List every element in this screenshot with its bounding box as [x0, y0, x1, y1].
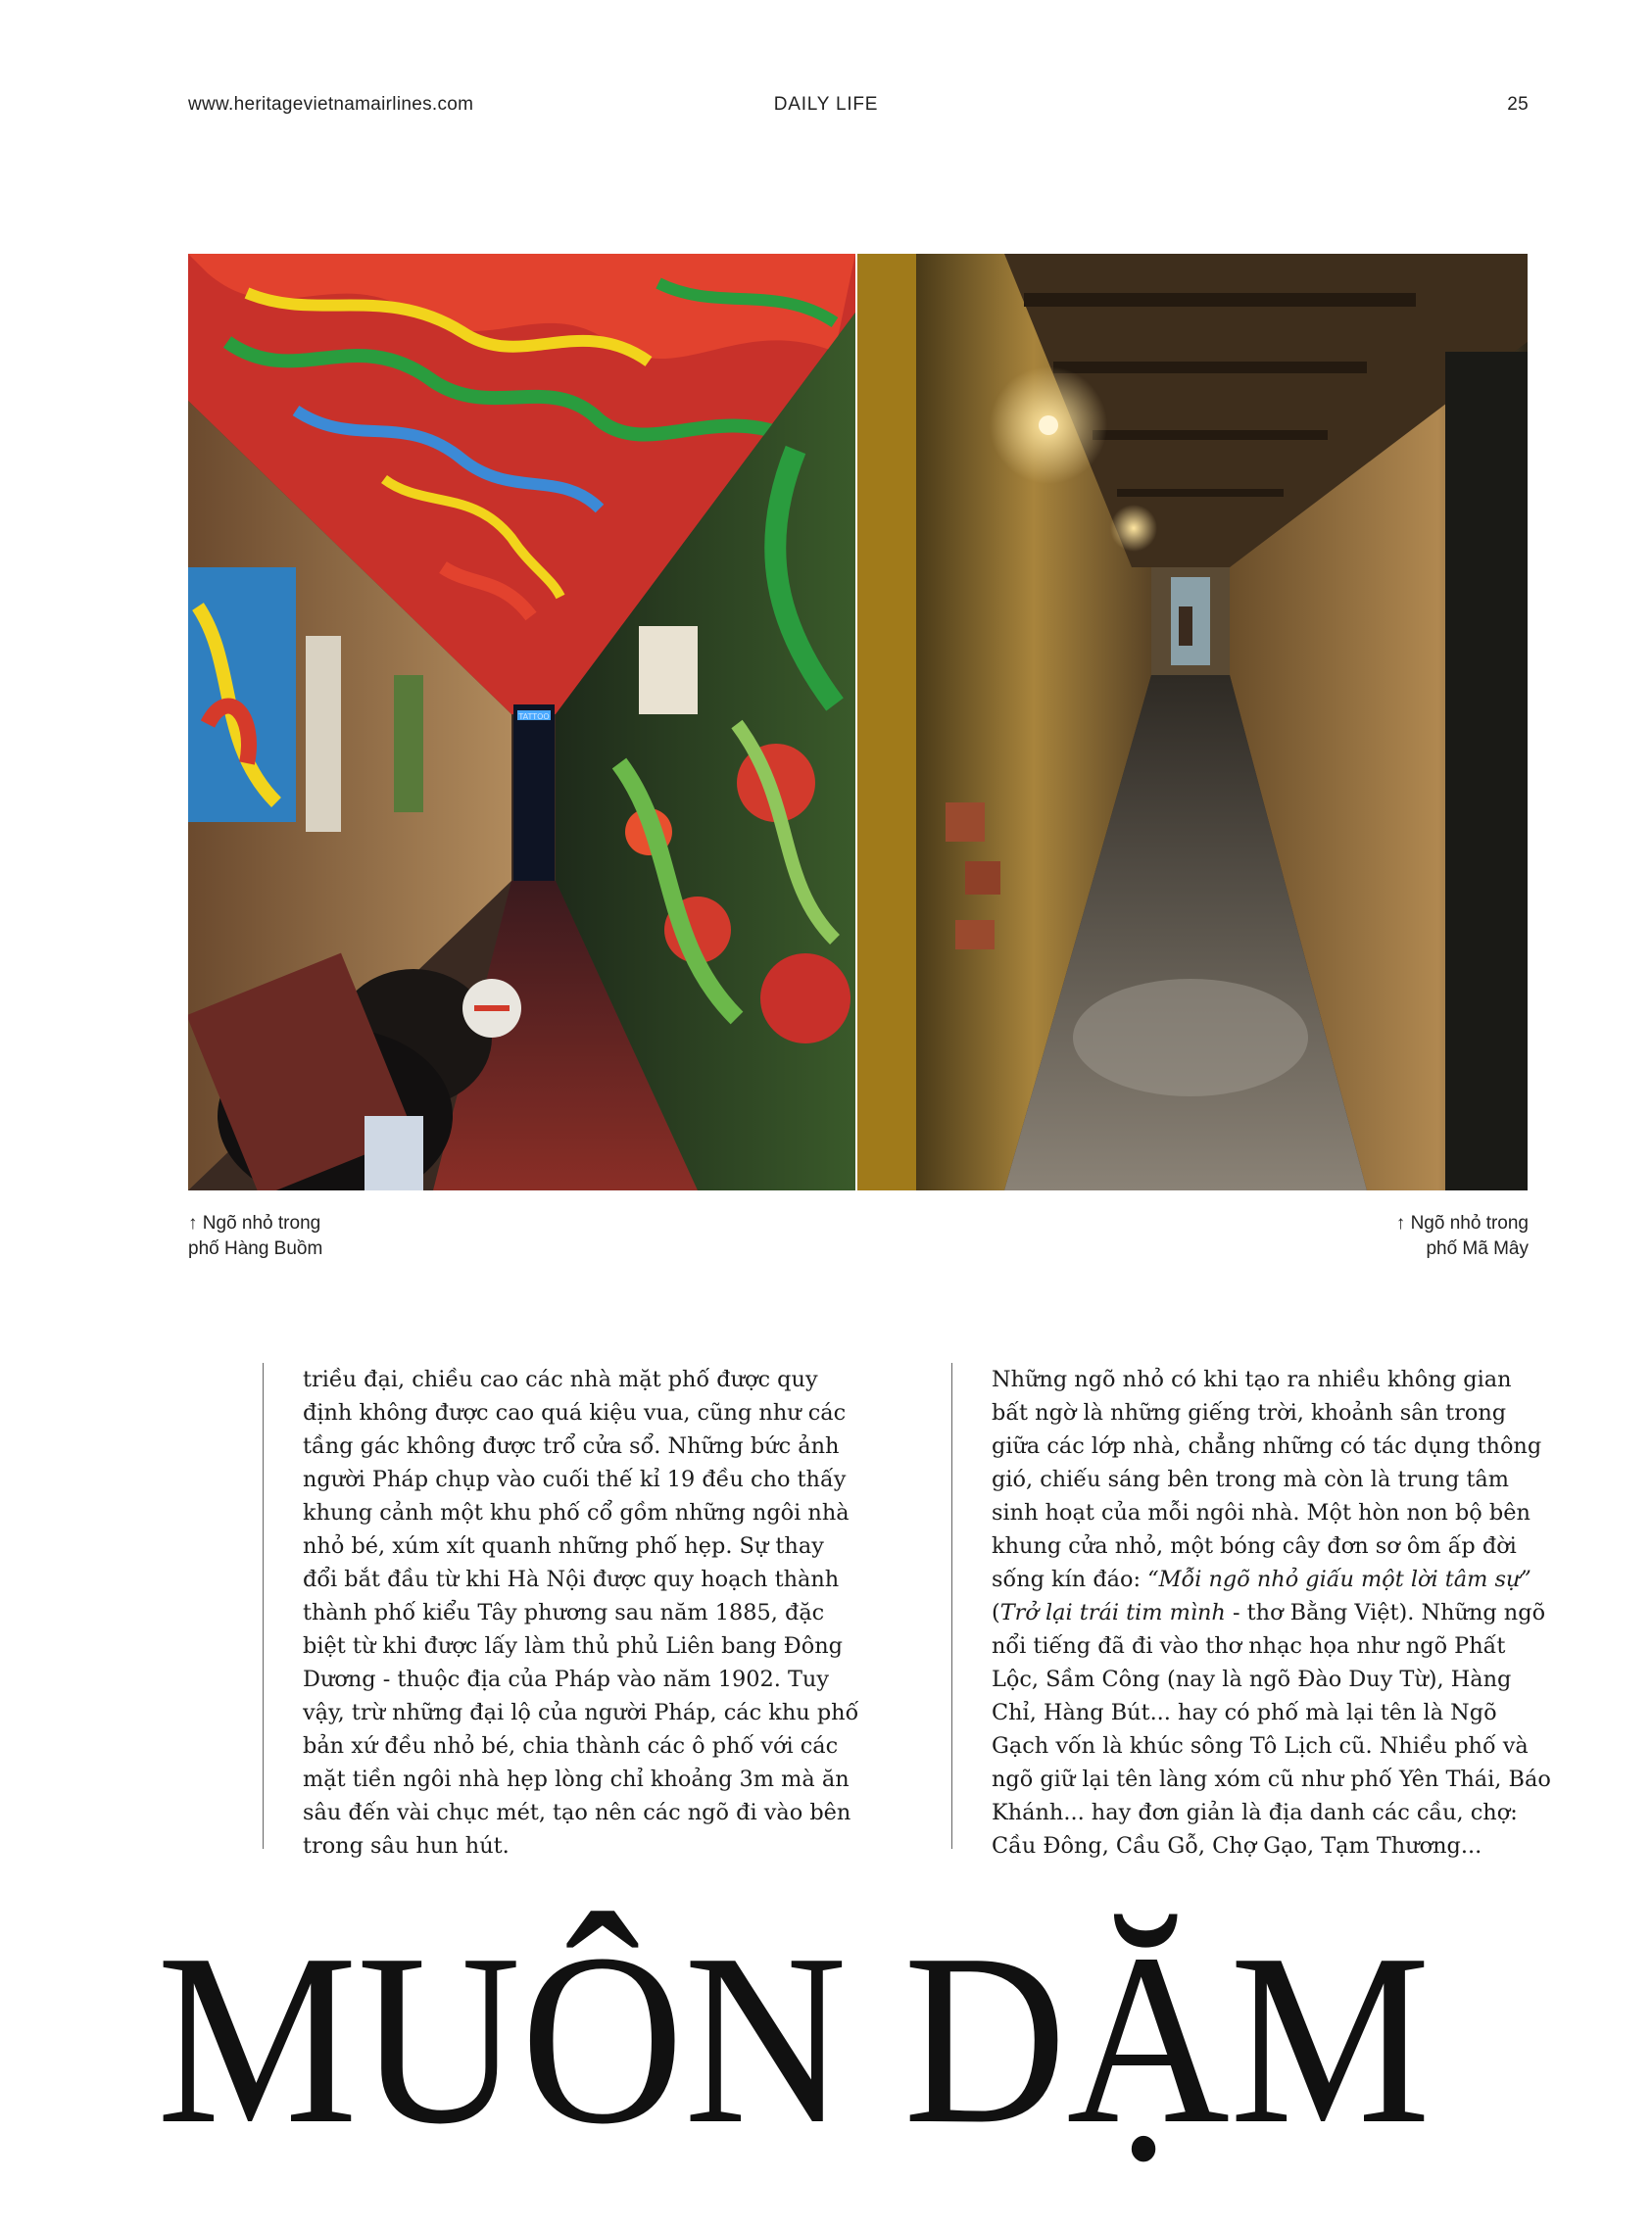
display-title-text: MUÔN DẶM [157, 1904, 1431, 2170]
painted-alley-photo [188, 254, 855, 1190]
text-line: Những ngõ nhỏ có khi tạo ra nhiều không gian [992, 1367, 1512, 1392]
body-column-left [263, 1363, 910, 1859]
text-line: tầng gác không được trổ cửa sổ. Những bức ảnh [303, 1433, 840, 1459]
text-line: sâu đến vài chục mét, tạo nên các ngõ đi vào bên [303, 1800, 851, 1825]
text-line: sinh hoạt của mỗi ngôi nhà. Một hòn non bộ bên [992, 1500, 1531, 1526]
website-url[interactable]: www.heritagevietnamairlines.com [188, 94, 474, 115]
section-label: DAILY LIFE [773, 94, 879, 115]
source-rest: - thơ Bằng Việt). Những ngõ [1225, 1600, 1546, 1625]
caption-left-line-2: phố Hàng Buồm [188, 1238, 323, 1259]
text-line: Khánh... hay đơn giản là địa danh các cầu, chợ: [992, 1800, 1518, 1825]
caption-right-line-1: ↑ Ngõ nhỏ trong [1395, 1213, 1529, 1234]
text-line: trong sâu hun hút. [303, 1833, 510, 1859]
text-line: mặt tiền ngôi nhà hẹp lòng chỉ khoảng 3m mà ăn [303, 1767, 850, 1792]
text-line: bất ngờ là những giếng trời, khoảnh sân trong [992, 1400, 1507, 1426]
text-line: đổi bắt đầu từ khi Hà Nội được quy hoạch thành [303, 1567, 840, 1592]
page-number: 25 [1507, 94, 1529, 115]
text-line: gió, chiếu sáng bên trong mà còn là trung tâm [992, 1467, 1509, 1492]
text-line: Lộc, Sầm Công (nay là ngõ Đào Duy Từ), Hàng [992, 1667, 1512, 1692]
text-line: giữa các lớp nhà, chẳng những có tác dụng thông [992, 1433, 1542, 1459]
text-line: Cầu Đông, Cầu Gỗ, Chợ Gạo, Tạm Thương... [992, 1833, 1482, 1859]
text-line: khung cảnh một khu phố cổ gồm những ngôi nhà [303, 1500, 850, 1526]
text-line: thành phố kiểu Tây phương sau năm 1885, đặc [303, 1600, 825, 1625]
source-open: ( [992, 1600, 1000, 1625]
quote-line [992, 1563, 1609, 1596]
body-column-right [951, 1363, 1609, 1859]
tattoo-neon-sign: TATTOO [518, 712, 550, 721]
text-line: người Pháp chụp vào cuối thế kỉ 19 đều cho thấy [303, 1467, 847, 1492]
text-line: Gạch vốn là khúc sông Tô Lịch cũ. Nhiều phố và [992, 1733, 1529, 1759]
text-line: vậy, trừ những đại lộ của người Pháp, các khu phố [303, 1700, 859, 1725]
text-line: nhỏ bé, xúm xít quanh những phố hẹp. Sự thay [303, 1533, 824, 1559]
text-line: triều đại, chiều cao các nhà mặt phố được quy [303, 1367, 818, 1392]
text-line: bản xứ đều nhỏ bé, chia thành các ô phố với các [303, 1733, 839, 1759]
caption-right-line-2: phố Mã Mây [1426, 1238, 1529, 1259]
caption-left-line-1: ↑ Ngõ nhỏ trong [188, 1213, 321, 1234]
text-line: khung cửa nhỏ, một bóng cây đơn sơ ôm ấp đời [992, 1533, 1517, 1559]
quote-lead: sống kín đáo: [992, 1567, 1148, 1592]
caption-right [1396, 1211, 1529, 1262]
body-paragraph-right [992, 1363, 1609, 1863]
poem-quote: “Mỗi ngõ nhỏ giấu một lời tâm sự” [1147, 1567, 1531, 1592]
narrow-alley-photo [857, 254, 1528, 1190]
source-line [992, 1596, 1609, 1629]
text-line: định không được cao quá kiệu vua, cũng như các [303, 1400, 847, 1426]
display-title [157, 1896, 1529, 2170]
text-line: Dương - thuộc địa của Pháp vào năm 1902. Tuy [303, 1667, 829, 1692]
text-line: nổi tiếng đã đi vào thơ nhạc họa như ngõ Phất [992, 1633, 1506, 1659]
text-line: biệt từ khi được lấy làm thủ phủ Liên bang Đông [303, 1633, 843, 1659]
text-line: Chỉ, Hàng Bút... hay có phố mà lại tên là Ngõ [992, 1700, 1497, 1725]
text-line: ngõ giữ lại tên làng xóm cũ như phố Yên Thái, Báo [992, 1767, 1551, 1792]
body-paragraph-left [303, 1363, 910, 1863]
poem-title: Trở lại trái tim mình [999, 1600, 1226, 1625]
caption-left [188, 1211, 322, 1262]
